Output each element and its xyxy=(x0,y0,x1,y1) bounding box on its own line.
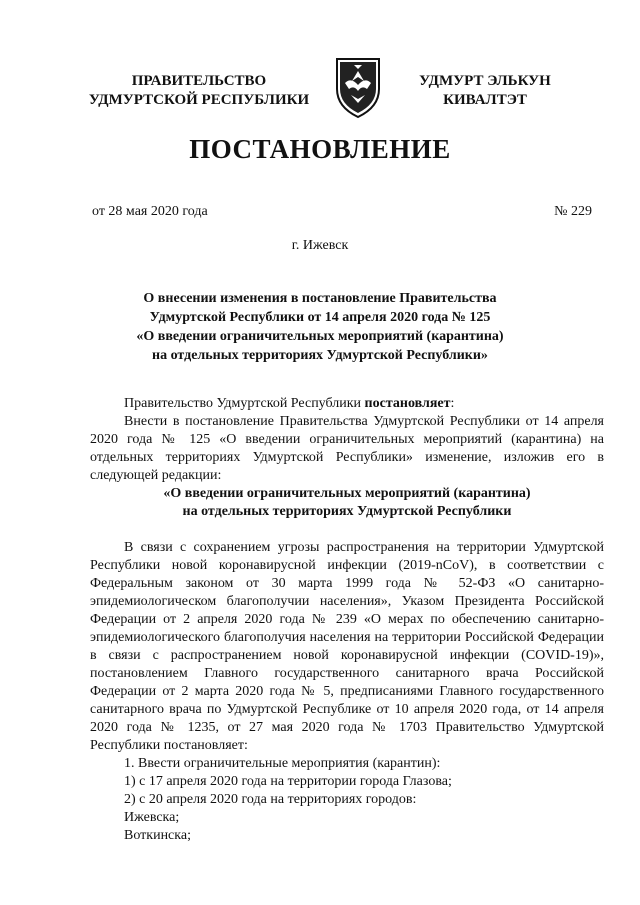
subject-line: Удмуртской Республики от 14 апреля 2020 года № 125 xyxy=(149,310,491,325)
document-date: от 28 мая 2020 года xyxy=(92,204,208,219)
document-city: г. Ижевск xyxy=(291,238,349,253)
issuer-russian-line2: УДМУРТСКОЙ РЕСПУБЛИКИ xyxy=(88,92,310,108)
issuer-russian-line1: ПРАВИТЕЛЬСТВО xyxy=(131,73,267,89)
intro-suffix: : xyxy=(450,396,455,411)
udmurt-coat-of-arms-icon xyxy=(331,55,385,119)
new-title-line: на отдельных территориях Удмуртской Республики xyxy=(182,504,512,519)
subject-line: О внесении изменения в постановление Правительства xyxy=(143,291,497,306)
issuer-udmurt xyxy=(410,72,560,110)
list-item: 1. Ввести ограничительные мероприятия (карантин): xyxy=(124,756,441,771)
issuer-udmurt-line2: КИВАЛТЭТ xyxy=(443,92,527,108)
list-item: Воткинска; xyxy=(124,828,191,843)
document-body xyxy=(90,395,604,845)
document-subject xyxy=(110,289,530,365)
subject-line: «О введении ограничительных мероприятий (карантина) xyxy=(136,329,504,344)
intro-text: Правительство Удмуртской Республики xyxy=(124,396,365,411)
document-title: ПОСТАНОВЛЕНИЕ xyxy=(189,134,451,164)
amend-paragraph: Внести в постановление Правительства Удмуртской Республики от 14 апреля 2020 года № 125 «О введении ограничительных мероприятий (карантина) на отдельных территориях Удмуртской Республики» изменение, изложив его в следующей редакции: xyxy=(90,414,604,483)
main-paragraph: В связи с сохранением угрозы распространения на территории Удмуртской Республики новой коронавирусной инфекции (2019-nCoV), в соответствии с Федеральным законом от 30 марта 1999 года № 52-ФЗ «О санитарно-эпидемиологическом благополучии населения», Указом Президента Российской Федерации от 2 апреля 2020 года № 239 «О мерах по обеспечению санитарно-эпидемиологического благополучия населения на территории Российской Федерации в связи с распространением новой коронавирусной инфекции (COVID-19)», постановлением Главного государственного санитарного врача Российской Федерации от 2 марта 2020 года № 5, предписаниями Главного государственного санитарного врача по Удмуртской Республике от 10 апреля 2020 года, от 14 апреля 2020 года № 1235, от 27 мая 2020 года № 1703 Правительство Удмуртской Республики постановляет: xyxy=(90,540,604,753)
subject-line: на отдельных территориях Удмуртской Республики» xyxy=(152,348,488,363)
list-item: 2) с 20 апреля 2020 года на территориях городов: xyxy=(124,792,417,807)
issuer-udmurt-line1: УДМУРТ ЭЛЬКУН xyxy=(419,73,551,89)
issuer-russian xyxy=(74,72,324,110)
new-title-line: «О введении ограничительных мероприятий (карантина) xyxy=(163,486,531,501)
list-item: 1) с 17 апреля 2020 года на территории города Глазова; xyxy=(124,774,452,789)
document-number: № 229 xyxy=(554,204,592,219)
intro-bold-text: постановляет xyxy=(364,396,451,411)
intro-paragraph xyxy=(90,395,604,413)
list-item: Ижевска; xyxy=(124,810,180,825)
